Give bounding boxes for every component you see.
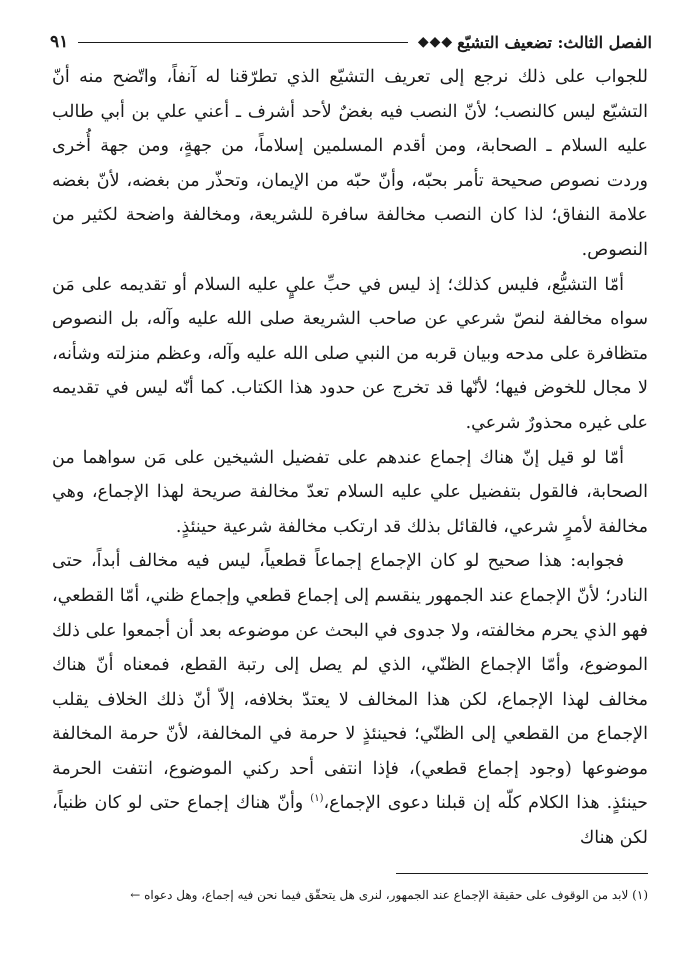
paragraph-3: أمّا لو قيل إنّ هناك إجماع عندهم على تفضيل الشيخين على مَن سواهما من الصحابة، فالقول بتفضيل علي عليه السلام تعدّ مخالفة صريحة لهذا الإجماع، وهي مخالفة لأمرٍ شرعي، فالقائل بذلك قد ارتكب مخالفة شرعية حينئذٍ.: [52, 447, 648, 537]
body-text: [52, 60, 648, 856]
paragraph-4: [52, 544, 648, 855]
diamond-ornament-icon: ◆◆◆: [417, 34, 454, 50]
chapter-title: الفصل الثالث: تضعيف التشيّع: [457, 32, 652, 52]
footnote: (١) لابد من الوقوف على حقيقة الإجماع عند الجمهور، لنرى هل يتحقّق فيما نحن فيه إجماع، وهل دعواه ←: [130, 888, 648, 902]
header-rule: [78, 42, 408, 43]
running-header: [50, 28, 652, 56]
footnote-separator: [396, 873, 648, 874]
page-number: ٩١: [50, 32, 69, 52]
paragraph-1: للجواب على ذلك نرجع إلى تعريف التشيّع الذي تطرّقنا له آنفاً، واتّضح منه أنّ التشيّع ليس كالنصب؛ لأنّ النصب فيه بغضٌ لأحد أشرف ـ أعني علي بن أبي طالب عليه السلام ـ الصحابة، ومن أقدم المسلمين إسلاماً، من جهةٍ، ومن جهة أُخرى وردت نصوص صحيحة تأمر بحبّه، وأنّ حبّه من الإيمان، وتحذّر من بغضه، لأنّ بغضه علامة النفاق؛ لذا كان النصب مخالفة سافرة للشريعة، ومخالفة واضحة لكثير من النصوص.: [52, 67, 648, 260]
paragraph-4-tail: وأنّ هناك إجماع حتى لو كان ظنياً، لكن هناك: [52, 793, 648, 849]
paragraph-2: أمّا التشيُّع، فليس كذلك؛ إذ ليس في حبِّ عليٍ عليه السلام أو تقديمه على مَن سواه مخالفة لنصّ شرعي عن صاحب الشريعة صلى الله عليه وآله، بل النصوص متظافرة على مدحه وبيان قربه من النبي صلى الله عليه وآله، وعظم منزلته وشأنه، لا مجال للخوض فيها؛ لأنّها قد تخرج عن حدود هذا الكتاب. كما أنّه ليس في تقديمه على غيره محذورٌ شرعي.: [52, 274, 648, 433]
paragraph-4-text: فجوابه: هذا صحيح لو كان الإجماع إجماعاً قطعياً، ليس فيه مخالف أبداً، حتى النادر؛ لأنّ الإجماع عند الجمهور ينقسم إلى إجماع قطعي وإجماع ظني، أمّا القطعي، فهو الذي يحرم مخالفته، ولا جدوى في البحث عن موضوعه بعد أن أجمعوا على ذلك الموضوع، وأمّا الإجماع الظنّي، الذي لم يصل إلى رتبة القطع، فمعناه أنّ هناك مخالف لهذا الإجماع، لكن هذا المخالف لا يعتدّ بخلافه، إلاّ أنّ ذلك الخلاف يقلب الإجماع من القطعي إلى الظنّي؛ فحينئذٍ لا حرمة في المخالفة، لأنّ حرمة المخالفة موضوعها (وجود إجماع قطعي)، فإذا انتفى أحد ركني الموضوع، انتفت الحرمة حينئذٍ. هذا الكلام كلّه إن قبلنا دعوى الإجماع،: [52, 551, 648, 814]
footnote-reference[interactable]: (١): [310, 793, 324, 805]
